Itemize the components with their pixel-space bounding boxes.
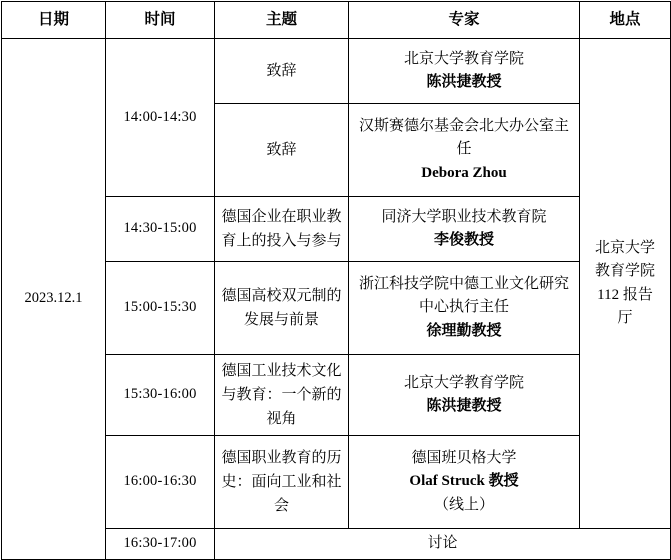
cell-expert [349, 436, 580, 529]
cell-expert [349, 197, 580, 262]
table-header-row [2, 2, 671, 39]
expert-org: 浙江科技学院中德工业文化研究中心执行主任 [358, 276, 569, 316]
cell-topic [215, 197, 349, 262]
cell-date: 2023.12.1 [2, 39, 106, 560]
cell-topic [215, 104, 349, 197]
expert-org: 德国班贝格大学 [411, 450, 517, 467]
cell-discussion: 讨论 [215, 529, 671, 560]
cell-time: 16:30-17:00 [106, 529, 215, 560]
expert-org: 北京大学教育学院 [403, 374, 524, 391]
topic-text: 致辞 [266, 142, 297, 158]
column-header-place: 地点 [580, 2, 671, 39]
column-header-expert: 专家 [349, 2, 580, 39]
place-line-4: 厅 [617, 309, 633, 326]
expert-name: 陈洪捷教授 [426, 74, 502, 90]
column-header-topic: 主题 [215, 2, 349, 39]
cell-time: 14:30-15:00 [106, 197, 215, 262]
place-line-2: 教育学院 [594, 263, 655, 280]
table-row [2, 39, 671, 104]
cell-topic [215, 262, 349, 355]
expert-name: 徐理勤教授 [426, 322, 502, 339]
expert-name: Olaf Struck 教授 [409, 473, 519, 490]
cell-expert [349, 355, 580, 436]
cell-expert [349, 39, 580, 104]
expert-org: 同济大学职业技术教育院 [381, 208, 547, 225]
cell-time: 15:00-15:30 [106, 262, 215, 355]
topic-text: 德国职业教育的历史：面向工业和社会 [221, 450, 342, 514]
cell-topic [215, 436, 349, 529]
schedule-table [1, 1, 671, 560]
cell-place [580, 39, 671, 529]
cell-topic [215, 39, 349, 104]
cell-topic [215, 355, 349, 436]
place-line-3: 112 报告 [597, 286, 653, 303]
column-header-time: 时间 [106, 2, 215, 39]
expert-name: 李俊教授 [433, 232, 494, 248]
expert-note: （线上） [433, 496, 494, 513]
cell-expert [349, 104, 580, 197]
schedule-document [0, 1, 671, 552]
cell-time: 15:30-16:00 [106, 355, 215, 436]
cell-time: 16:00-16:30 [106, 436, 215, 529]
cell-time: 14:00-14:30 [106, 39, 215, 197]
expert-name: 陈洪捷教授 [426, 398, 502, 414]
topic-text: 德国高校双元制的发展与前景 [221, 288, 342, 328]
expert-org: 北京大学教育学院 [403, 50, 524, 67]
cell-expert [349, 262, 580, 355]
column-header-date: 日期 [2, 2, 106, 39]
expert-org: 汉斯赛德尔基金会北大办公室主任 [358, 118, 569, 158]
topic-text: 德国工业技术文化与教育：一个新的视角 [221, 363, 342, 427]
topic-text: 致辞 [266, 63, 297, 79]
place-line-1: 北京大学 [594, 240, 655, 256]
topic-text: 德国企业在职业教育上的投入与参与 [221, 209, 342, 249]
expert-name: Debora Zhou [421, 164, 507, 181]
